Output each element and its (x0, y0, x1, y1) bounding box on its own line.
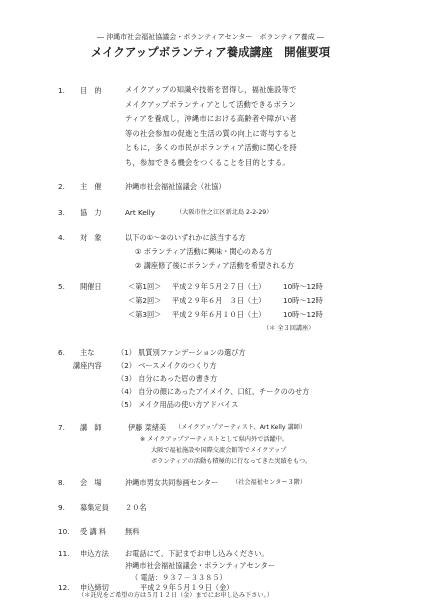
fee-value: 無料 (125, 527, 140, 536)
session-number: ＜第3回＞ (128, 310, 162, 319)
section-label-venue: 会 場 (80, 478, 102, 487)
purpose-line: 等の社会参加の促進と生活の質の向上に寄与すると (125, 128, 298, 138)
cooperation-address: （大阪市住之江区新北島 2-2-29） (176, 209, 273, 216)
purpose-line: メイクアップの知識や技術を習得し，福祉施設等で (125, 85, 297, 94)
apply-phone: （ 電話：９３７－３３８５） (131, 573, 227, 582)
dates-note: （＊ 全３回講座） (263, 325, 315, 332)
instructor-name: 伊藤 菜緒美 (128, 423, 167, 432)
venue-value: 沖縄市男女共同参画センター (125, 478, 219, 487)
section-number-dates: 5. (58, 282, 65, 291)
section-number-content: 6. (58, 348, 65, 357)
purpose-line: メイクアップボランティアとして活動できるボラン (125, 99, 297, 109)
session-number: ＜第1回＞ (128, 282, 162, 291)
instructor-bio-line: 大阪で福祉施設や国際交流会館等でメイクアップ (151, 447, 287, 454)
deadline-note: （＊託児をご希望の方は５月１２日（金）までにお申し込み下さい。） (78, 592, 273, 599)
target-item: ① ボランティア活動に興味・関心のある方 (135, 247, 273, 256)
session-time: 10時～12時 (283, 282, 323, 291)
session-number: ＜第2回＞ (128, 296, 162, 305)
section-label-deadline: 申込締切 (80, 583, 109, 592)
page-title: メイクアップボランティア養成講座 開催要項 (90, 45, 331, 59)
content-item: （5） メイク用品の使い方アドバイス (117, 400, 239, 409)
purpose-text (125, 83, 395, 170)
section-number-sponsor: 2. (58, 182, 65, 191)
section-number-apply: 11. (58, 549, 70, 558)
section-label-target: 対 象 (80, 233, 102, 242)
target-intro: 以下の①～②のいずれかに該当する方 (125, 233, 246, 242)
sponsor-value: 沖縄市社会福祉協議会（社協） (125, 182, 226, 191)
capacity-value: ２０名 (125, 503, 147, 512)
instructor-bio-line: ※ メイクアップアーティストとして県内外で活躍中。 (140, 436, 289, 443)
section-number-instructor: 7. (58, 423, 65, 432)
deadline-value: 平成２９年５月１９日（金） (140, 583, 234, 592)
instructor-role: （メイクアップアーティスト、Art Kelly 講師） (175, 424, 307, 431)
section-label-purpose: 目 的 (80, 86, 102, 95)
section-number-cooperation: 3. (58, 208, 65, 217)
section-label-sponsor: 主 催 (80, 182, 102, 191)
section-number-deadline: 12. (58, 583, 70, 592)
cooperation-value: Art Kelly (125, 208, 155, 217)
apply-line: お電話にて、下記までお申し込みください。 (125, 549, 269, 558)
section-number-capacity: 9. (58, 503, 65, 512)
section-label-fee: 受 講 料 (80, 527, 107, 536)
content-item: （3） 自分にあった眉の書き方 (117, 374, 218, 383)
section-label-instructor: 講 師 (80, 423, 102, 432)
session-date: 平成２９年５月２７日（土） (172, 282, 266, 291)
section-number-venue: 8. (58, 478, 65, 487)
apply-line: 沖縄市社会福祉協議会・ボランティアセンター (125, 561, 276, 570)
session-date: 平成２９年６月 ３日（土） (172, 296, 266, 305)
section-label-content-2: 講座内容 (73, 361, 102, 370)
content-item: （4） 自分の顔にあったアイメイク、口紅、チークののせ方 (117, 387, 310, 396)
section-label-content-1: 主な (80, 348, 95, 357)
target-item: ② 講座修了後にボランティア活動を希望される方 (135, 261, 295, 270)
content-item: （1） 肌質別ファンデーションの選び方 (117, 348, 246, 357)
section-label-apply: 申込方法 (80, 549, 109, 558)
venue-note: （社会福祉センター３階） (232, 479, 307, 486)
instructor-bio-line: ボランティアの活動も積極的に行なってきた実績をもつ。 (151, 458, 312, 465)
section-label-capacity: 募集定員 (80, 503, 109, 512)
section-label-dates: 開催日 (80, 282, 102, 291)
section-label-cooperation: 協 力 (80, 208, 102, 217)
content-item: （2） ベースメイクのつくり方 (117, 361, 217, 370)
organizer-line: ― 沖縄市社会福祉協議会・ボランティアセンター ボランティア養成 ― (97, 33, 324, 41)
purpose-line: ち，参加できる機会をつくることを目的とする。 (125, 157, 290, 167)
section-number-fee: 10. (58, 527, 70, 536)
session-date: 平成２９年６月１０日（土） (172, 310, 266, 319)
session-time: 10時～12時 (283, 296, 323, 305)
session-time: 10時～12時 (283, 310, 323, 319)
purpose-line: ティアを養成し，沖縄市における高齢者や障がい者 (125, 114, 297, 123)
section-number-purpose: 1. (58, 86, 65, 95)
purpose-line: ともに，多くの市民がボランティア活動に関心を持 (125, 143, 297, 152)
section-number-target: 4. (58, 233, 65, 242)
